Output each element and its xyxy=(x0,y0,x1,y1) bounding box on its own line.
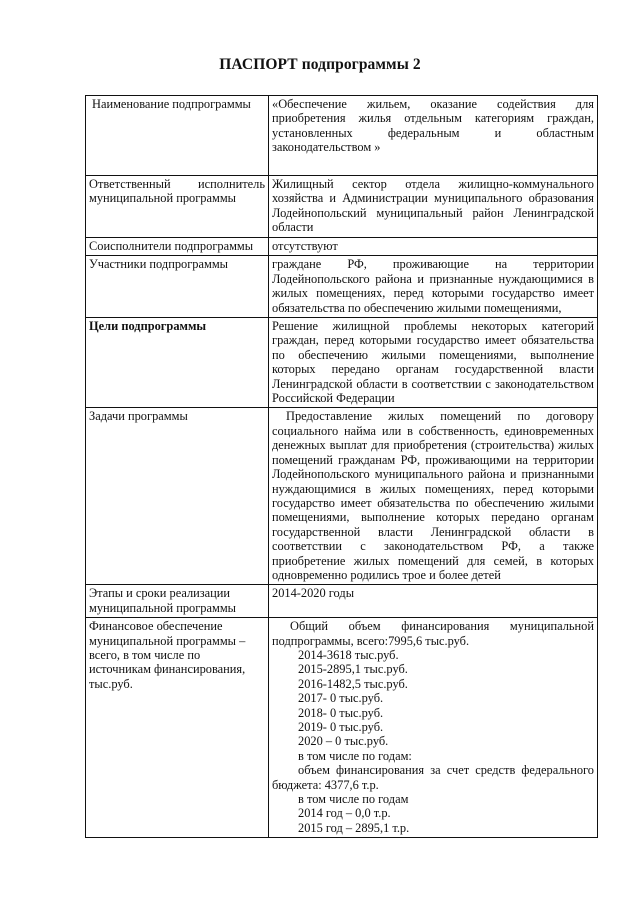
label-executor: Ответственный исполнитель муниципальной программы xyxy=(86,176,269,238)
value-stages: 2014-2020 годы xyxy=(269,585,598,618)
value-goals: Решение жилищной проблемы некоторых категорий граждан, перед которыми государство имеет обязательства по обеспечению жилыми помещениями, выполнение которых передано органам государственной власти Ленинградской области в соответствии с законодательством Российской Федерации xyxy=(269,318,598,408)
value-finance xyxy=(269,618,598,838)
label-tasks: Задачи программы xyxy=(86,408,269,585)
finance-federal-year: 2015 год – 2895,1 т.р. xyxy=(298,820,410,835)
finance-federal-year: 2014 год – 0,0 т.р. xyxy=(298,806,391,821)
row-executor xyxy=(86,176,598,238)
label-participants: Участники подпрограммы xyxy=(86,256,269,318)
value-executor: Жилищный сектор отдела жилищно-коммунального хозяйства и Администрации муниципального образования Лодейнопольский муниципальный район Ленинградской области xyxy=(269,176,598,238)
finance-year: 2020 – 0 тыс.руб. xyxy=(298,734,389,749)
row-tasks xyxy=(86,408,598,585)
finance-year: 2014-3618 тыс.руб. xyxy=(298,647,399,662)
value-participants: граждане РФ, проживающие на территории Лодейнопольского района и признанные нуждающимися в жилых помещениях, перед которыми государство имеет обязательства по обеспечению жилыми помещениями, xyxy=(269,256,598,318)
finance-year: 2017- 0 тыс.руб. xyxy=(298,691,384,706)
passport-table xyxy=(85,95,598,838)
finance-year: 2018- 0 тыс.руб. xyxy=(298,705,384,720)
row-participants xyxy=(86,256,598,318)
row-name xyxy=(86,96,598,176)
finance-by-years: в том числе по годам: xyxy=(298,748,412,763)
value-tasks: Предоставление жилых помещений по договору социального найма или в собственность, единовременных денежных выплат для приобретения (строительства) жилых помещений гражданам РФ, проживающими на территории Лодейнопольского муниципального района и признанными нуждающимися в жилых помещениях, перед которыми государство имеет обязательства по обеспечению жилыми помещениями, выполнение которых передано органам государственной власти Ленинградской области в соответствии с законодательством РФ, а также приобретение жилых помещений для семей, в которых одновременно родились трое и более детей xyxy=(269,408,598,585)
label-finance: Финансовое обеспечение муниципальной программы – всего, в том числе по источникам финансирования, тыс.руб. xyxy=(86,618,269,838)
row-stages xyxy=(86,585,598,618)
label-coexecutors: Соисполнители подпрограммы xyxy=(86,238,269,256)
finance-year: 2016-1482,5 тыс.руб. xyxy=(298,676,408,691)
value-coexecutors: отсутствуют xyxy=(269,238,598,256)
finance-total: Общий объем финансирования муниципальной подпрограммы, всего:7995,6 тыс.руб. xyxy=(272,619,594,648)
label-stages: Этапы и сроки реализации муниципальной программы xyxy=(86,585,269,618)
row-coexecutors xyxy=(86,238,598,256)
label-name: Наименование подпрограммы xyxy=(86,96,269,176)
row-goals xyxy=(86,318,598,408)
finance-year: 2015-2895,1 тыс.руб. xyxy=(298,662,408,677)
label-goals: Цели подпрограммы xyxy=(86,318,269,408)
page-title: ПАСПОРТ подпрограммы 2 xyxy=(219,56,421,73)
finance-by-years-2: в том числе по годам xyxy=(298,792,409,807)
finance-year: 2019- 0 тыс.руб. xyxy=(298,720,384,734)
value-name: «Обеспечение жильем, оказание содействия для приобретения жилья отдельным категориям граждан, установленных федеральным и областным законодательством » xyxy=(269,96,598,176)
finance-federal: объем финансирования за счет средств федерального бюджета: 4377,6 т.р. xyxy=(272,763,594,792)
row-finance xyxy=(86,618,598,838)
